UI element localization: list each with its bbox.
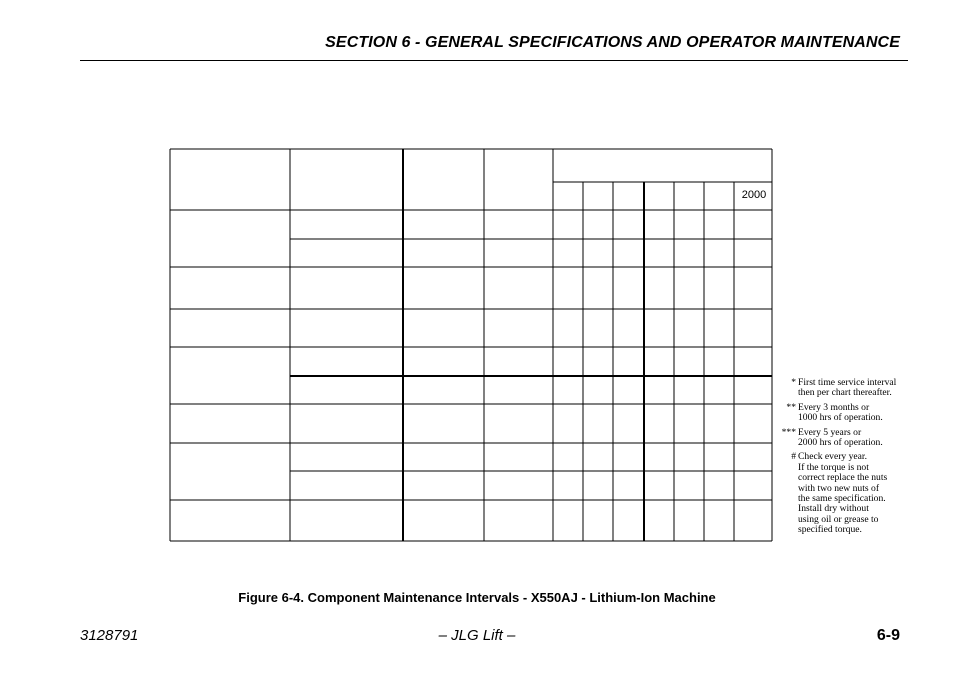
footnotes: [780, 378, 915, 540]
footnote-symbol: **: [786, 401, 796, 413]
footnote: [780, 403, 915, 424]
footnote-symbol: ***: [781, 426, 796, 438]
footnote-line: correct replace the nuts: [798, 472, 888, 484]
footnote-line: If the torque is not: [798, 461, 869, 473]
footnote: [780, 452, 915, 535]
footer-publisher: – JLG Lift –: [438, 627, 516, 644]
document-number: 3128791: [80, 627, 139, 644]
footnote-line: with two new nuts of: [798, 482, 880, 494]
footnote-line: Install dry without: [798, 503, 869, 515]
footnote-text: [798, 378, 915, 399]
footnote-symbol: *: [791, 377, 796, 388]
footnote-line: then per chart thereafter.: [798, 387, 892, 399]
figure-caption: Figure 6-4. Component Maintenance Intervals - X550AJ - Lithium-Ion Machine: [238, 590, 716, 605]
footnote-line: 1000 hrs of operation.: [798, 412, 883, 424]
footnote-text: [798, 403, 915, 424]
footnote-line: Every 3 months or: [798, 401, 870, 413]
footnote-line: First time service interval: [798, 377, 897, 388]
section-title: SECTION 6 - GENERAL SPECIFICATIONS AND OPERATOR MAINTENANCE: [325, 34, 900, 51]
footnote-line: Every 5 years or: [798, 426, 862, 438]
page-number: 6-9: [876, 627, 900, 644]
footnote-line: 2000 hrs of operation.: [798, 437, 883, 449]
footnote-line: Check every year.: [798, 451, 867, 463]
footnote-text: [798, 452, 915, 535]
footnote-line: the same specification.: [798, 493, 886, 505]
interval-column-label: 2000: [741, 189, 767, 201]
footnote-text: [798, 428, 915, 449]
footnote-line: specified torque.: [798, 524, 862, 536]
footnote: [780, 378, 915, 399]
footnote-symbol: #: [791, 451, 796, 463]
footnote-line: using oil or grease to: [798, 513, 879, 525]
footnote: [780, 428, 915, 449]
